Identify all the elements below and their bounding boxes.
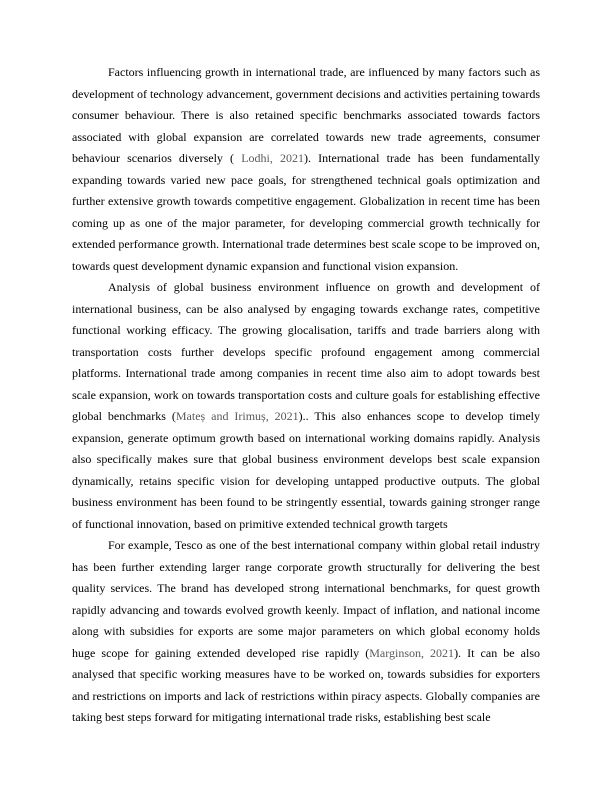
paragraph-3-text-b: ). It can be also analysed that specific working measures have to be worked on, towards subsidies for exporters and restrictions on imports and lack of restrictions within piracy aspects. Globally companies are taking best steps forward for mitigating international trade risks, establishing best scale <box>72 645 541 724</box>
citation-lodhi: Lodhi, 2021 <box>241 151 305 165</box>
paragraph-2 <box>72 277 540 535</box>
paragraph-2-text-a: Analysis of global business environment influence on growth and development of international business, can be also analysed by engaging towards exchange rates, competitive functional working efficacy. The growing glocalisation, tariffs and trade barriers along with transportation costs further develops specific profound engagement among commercial platforms. International trade among companies in recent time also aim to adopt towards best scale expansion, work on towards transportation costs and culture goals for establishing effective global benchmarks ( <box>72 280 540 423</box>
paragraph-1-text-a: Factors influencing growth in international trade, are influenced by many factors such as development of technology advancement, government decisions and activities pertaining towards consumer behaviour. There is also retained specific benchmarks associated towards factors associated with global expansion are correlated towards new trade agreements, consumer behaviour scenarios diversely ( <box>72 65 540 165</box>
paragraph-3 <box>72 535 540 729</box>
paragraph-1 <box>72 62 540 277</box>
paragraph-1-text-b: ). International trade has been fundamentally expanding towards varied new pace goals, for strengthened technical goals optimization and further extensive growth towards competitive engagement. Globalization in recent time has been coming up as one of the major parameter, for developing commercial growth technically for extended performance growth. International trade determines best scale scope to be improved on, towards quest development dynamic expansion and functional vision expansion. <box>72 151 540 273</box>
paragraph-3-text-a: For example, Tesco as one of the best international company within global retail industry has been further extending larger range corporate growth structurally for delivering the best quality services. The brand has developed strong international benchmarks, for quest growth rapidly advancing and towards evolved growth keenly. Impact of inflation, and national income along with subsidies for exports are some major parameters on which global economy holds huge scope for gaining extended developed rise rapidly ( <box>72 538 540 660</box>
citation-mates-irimus: Mateș and Irimuș, 2021 <box>175 409 299 423</box>
document-body <box>72 62 540 729</box>
citation-marginson: Marginson, 2021 <box>369 645 455 660</box>
paragraph-2-text-b: ).. This also enhances scope to develop timely expansion, generate optimum growth based on international working domains rapidly. Analysis also specifically makes sure that global business environment develops best scale expansion dynamically, retains specific vision for developing untapped productive outputs. The global business environment has been found to be stringently essential, towards gaining stronger range of functional innovation, based on primitive extended technical growth targets <box>72 409 540 531</box>
